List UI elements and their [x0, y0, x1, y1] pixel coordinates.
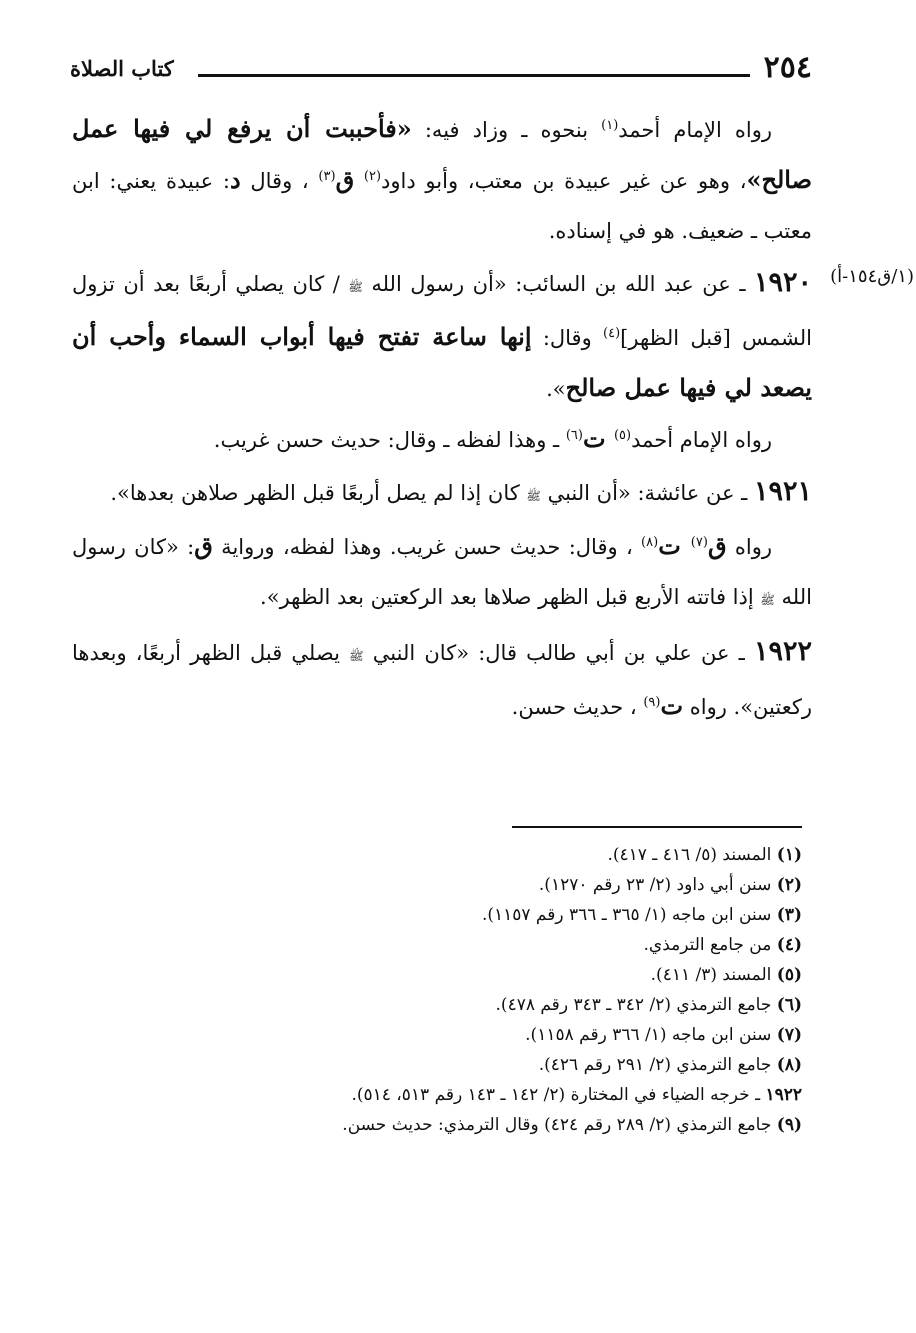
footnote-separator [512, 826, 802, 828]
salla-glyph: ﷺ [760, 593, 775, 607]
page-number: ٢٥٤ [763, 50, 812, 85]
salla-glyph: ﷺ [349, 649, 364, 663]
hadith-1920: ١٩٢٠ ـ عن عبد الله بن السائب: «أن رسول الله ﷺ / كان يصلي أربعًا بعد أن تزول الشمس [قبل الظهر]$^{(٤)}$ وقال: إنها ساعة تفتح فيها أبواب السماء وأحب أن يصعد لي فيها عمل صالح». [72, 267, 813, 402]
hadith-1922: ١٩٢٢ ـ عن علي بن أبي طالب قال: «كان النبي ﷺ يصلي قبل الظهر أربعًا، وبعدها ركعتين». رواه ت$^{(٩)}$ ، حديث حسن. [72, 636, 812, 720]
source-symbol-ta: ت [660, 691, 684, 720]
source-symbol-ta: ت [658, 531, 691, 560]
footnote-ref-6[interactable]: (٦) [565, 428, 583, 443]
footnote-item: (٦) جامع الترمذي (٢/ ٣٤٢ ـ ٣٤٣ رقم ٤٧٨). [495, 995, 802, 1015]
source-symbol-qaf: ق [194, 531, 213, 560]
footnote-item: (٤) من جامع الترمذي. [643, 935, 802, 955]
hadith-number: ١٩٢٢ [753, 636, 812, 667]
footnotes-list [102, 840, 802, 1140]
footnote-item: (٥) المسند (٣/ ٤١١). [650, 965, 802, 985]
manuscript-margin-note: (١/ق١٥٤-أ) [830, 266, 914, 287]
paragraph-commentary-1: رواه الإمام أحمد$^{(١)}$ بنحوه ـ وزاد فيه: «فأحببت أن يرفع لي فيها عمل صالح»، وهو عن غير عبيدة بن معتب، وأبو داود$^{(٢)}$ ق$^{(٣)}$ ، وقال د: عبيدة يعني: ابن معتب ـ ضعيف. هو في إسناده. [72, 114, 812, 243]
hadith-number: ١٩٢٠ [753, 267, 812, 298]
footnote-item: ١٩٢٢ ـ خرجه الضياء في المختارة (٢/ ١٤٢ ـ ١٤٣ رقم ٥١٣، ٥١٤). [351, 1085, 802, 1105]
source-symbol-dal: د [229, 165, 241, 194]
footnote-ref-3[interactable]: (٣) [318, 169, 336, 184]
main-text [72, 104, 812, 732]
footnote-item: (٣) سنن ابن ماجه (١/ ٣٦٥ ـ ٣٦٦ رقم ١١٥٧). [481, 905, 802, 925]
hadith-number: ١٩٢١ [753, 476, 812, 507]
source-symbol-qaf: ق [335, 165, 355, 194]
footnote-item: (٢) سنن أبي داود (٢/ ٢٣ رقم ١٢٧٠). [538, 875, 802, 895]
footnote-ref-9[interactable]: (٩) [643, 695, 661, 710]
header-rule [198, 74, 750, 77]
footnote-ref-2[interactable]: (٢) [363, 169, 382, 184]
book-title: كتاب الصلاة [70, 56, 174, 81]
quoted-text: إنها ساعة تفتح فيها أبواب السماء وأحب أن يصعد لي فيها عمل صالح [72, 322, 812, 402]
footnote-ref-8[interactable]: (٨) [641, 535, 659, 550]
hadith-1921: ١٩٢١ ـ عن عائشة: «أن النبي ﷺ كان إذا لم يصل أربعًا قبل الظهر صلاهن بعدها». [110, 476, 812, 507]
footnote-item: (٨) جامع الترمذي (٢/ ٢٩١ رقم ٤٢٦). [538, 1055, 802, 1075]
footnote-item: (٧) سنن ابن ماجه (١/ ٣٦٦ رقم ١١٥٨). [525, 1025, 802, 1045]
salla-glyph: ﷺ [348, 280, 363, 294]
footnote-item: (٩) جامع الترمذي (٢/ ٢٨٩ رقم ٤٢٤) وقال الترمذي: حديث حسن. [342, 1115, 802, 1135]
source-symbol-ta: ت [582, 424, 614, 453]
paragraph-commentary-2: رواه الإمام أحمد$^{(٥)}$ ت$^{(٦)}$ ـ وهذا لفظه ـ وقال: حديث حسن غريب. [213, 424, 772, 453]
salla-glyph: ﷺ [526, 489, 541, 503]
source-symbol-qaf: ق [707, 531, 727, 560]
footnote-ref-4[interactable]: (٤) [603, 326, 621, 341]
footnote-ref-7[interactable]: (٧) [690, 535, 708, 550]
paragraph-commentary-3: رواه ق$^{(٧)}$ ت$^{(٨)}$ ، وقال: حديث حسن غريب. وهذا لفظه، ورواية ق: «كان رسول الله ﷺ إذا فاتته الأربع قبل الظهر صلاها بعد الركعتين بعد الظهر». [72, 531, 812, 609]
quoted-text: «فأحببت أن يرفع لي فيها عمل صالح» [72, 114, 812, 194]
footnote-item: (١) المسند (٥/ ٤١٦ ـ ٤١٧). [607, 845, 802, 865]
running-header [70, 52, 812, 84]
footnote-ref-5[interactable]: (٥) [613, 428, 632, 443]
footnote-ref-1[interactable]: (١) [601, 118, 619, 133]
